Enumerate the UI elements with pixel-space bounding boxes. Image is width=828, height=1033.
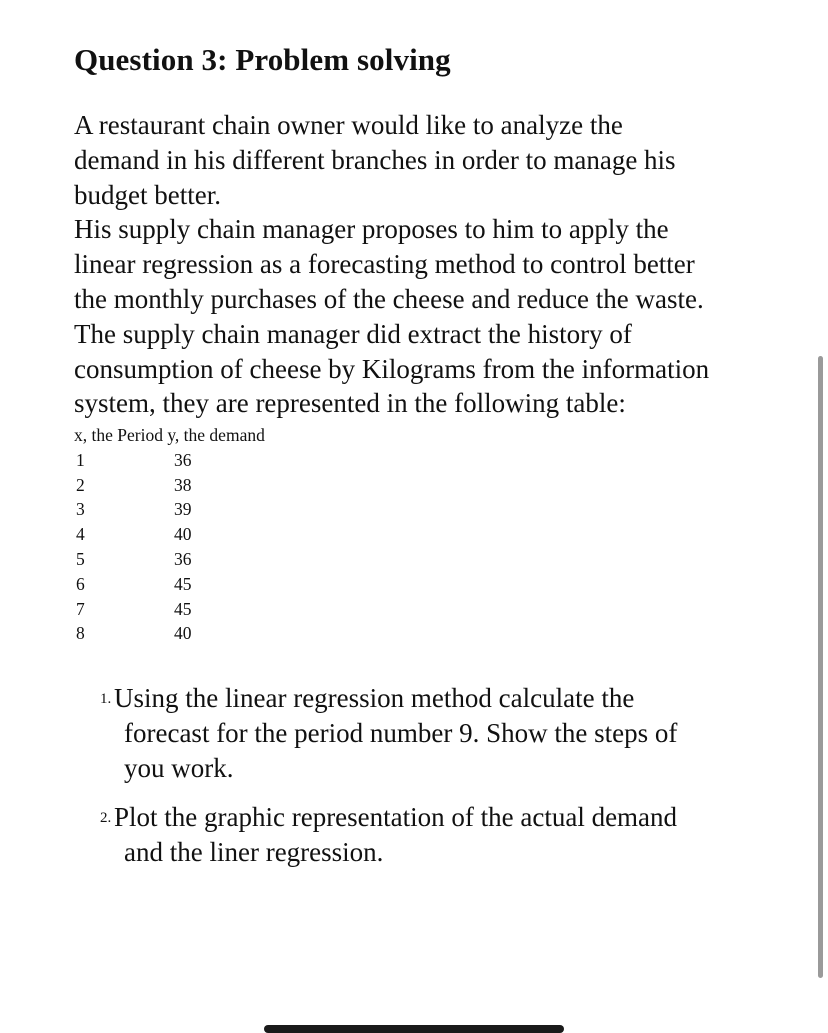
paragraph-line: the monthly purchases of the cheese and reduce the waste.: [74, 283, 704, 314]
period-cell: 1: [76, 449, 85, 470]
period-cell: 4: [76, 524, 85, 545]
question-item: [100, 681, 780, 786]
paragraph-line: His supply chain manager proposes to him to apply the: [74, 214, 669, 245]
paragraph-line: consumption of cheese by Kilograms from the information: [74, 353, 710, 384]
table-header: x, the Period y, the demand: [74, 425, 265, 445]
period-cell: 5: [76, 548, 85, 569]
question-list: [100, 681, 780, 884]
question-line: you work.: [124, 753, 234, 783]
question-line: Plot the graphic representation of the actual demand: [114, 802, 678, 832]
demand-cell: 40: [174, 524, 192, 545]
demand-cell: 36: [174, 449, 192, 470]
table-row: [74, 473, 265, 498]
home-indicator[interactable]: [264, 1025, 564, 1033]
table-row: [74, 547, 265, 572]
period-cell: 6: [76, 573, 85, 594]
paragraph-line: demand in his different branches in order to manage his: [74, 144, 676, 175]
demand-cell: 40: [174, 623, 192, 644]
table-row: [74, 572, 265, 597]
problem-description: [74, 108, 774, 421]
period-cell: 2: [76, 474, 85, 495]
table-row: [74, 497, 265, 522]
period-cell: 8: [76, 623, 85, 644]
period-cell: 7: [76, 598, 85, 619]
table-row: [74, 597, 265, 622]
demand-table: [74, 423, 265, 646]
demand-cell: 38: [174, 474, 192, 495]
question-item: [100, 800, 780, 870]
demand-cell: 45: [174, 598, 192, 619]
paragraph-line: linear regression as a forecasting method to control better: [74, 249, 695, 280]
question-text: [100, 800, 780, 870]
period-cell: 3: [76, 499, 85, 520]
page-title: Question 3: Problem solving: [74, 42, 451, 77]
demand-cell: 45: [174, 573, 192, 594]
question-line: Using the linear regression method calculate the: [114, 683, 635, 713]
question-number: 2.: [100, 810, 112, 826]
table-row: [74, 522, 265, 547]
table-row: [74, 621, 265, 646]
table-row: [74, 448, 265, 473]
paragraph-line: budget better.: [74, 179, 221, 210]
paragraph-line: The supply chain manager did extract the history of: [74, 318, 632, 349]
question-text: [100, 681, 780, 786]
demand-cell: 39: [174, 499, 192, 520]
question-line: and the liner regression.: [124, 837, 384, 867]
vertical-scrollbar[interactable]: [818, 356, 823, 978]
question-number: 1.: [100, 691, 112, 707]
paragraph-line: system, they are represented in the following table:: [74, 388, 626, 419]
paragraph-line: A restaurant chain owner would like to analyze the: [74, 110, 623, 140]
question-line: forecast for the period number 9. Show the steps of: [124, 718, 678, 748]
demand-cell: 36: [174, 548, 192, 569]
